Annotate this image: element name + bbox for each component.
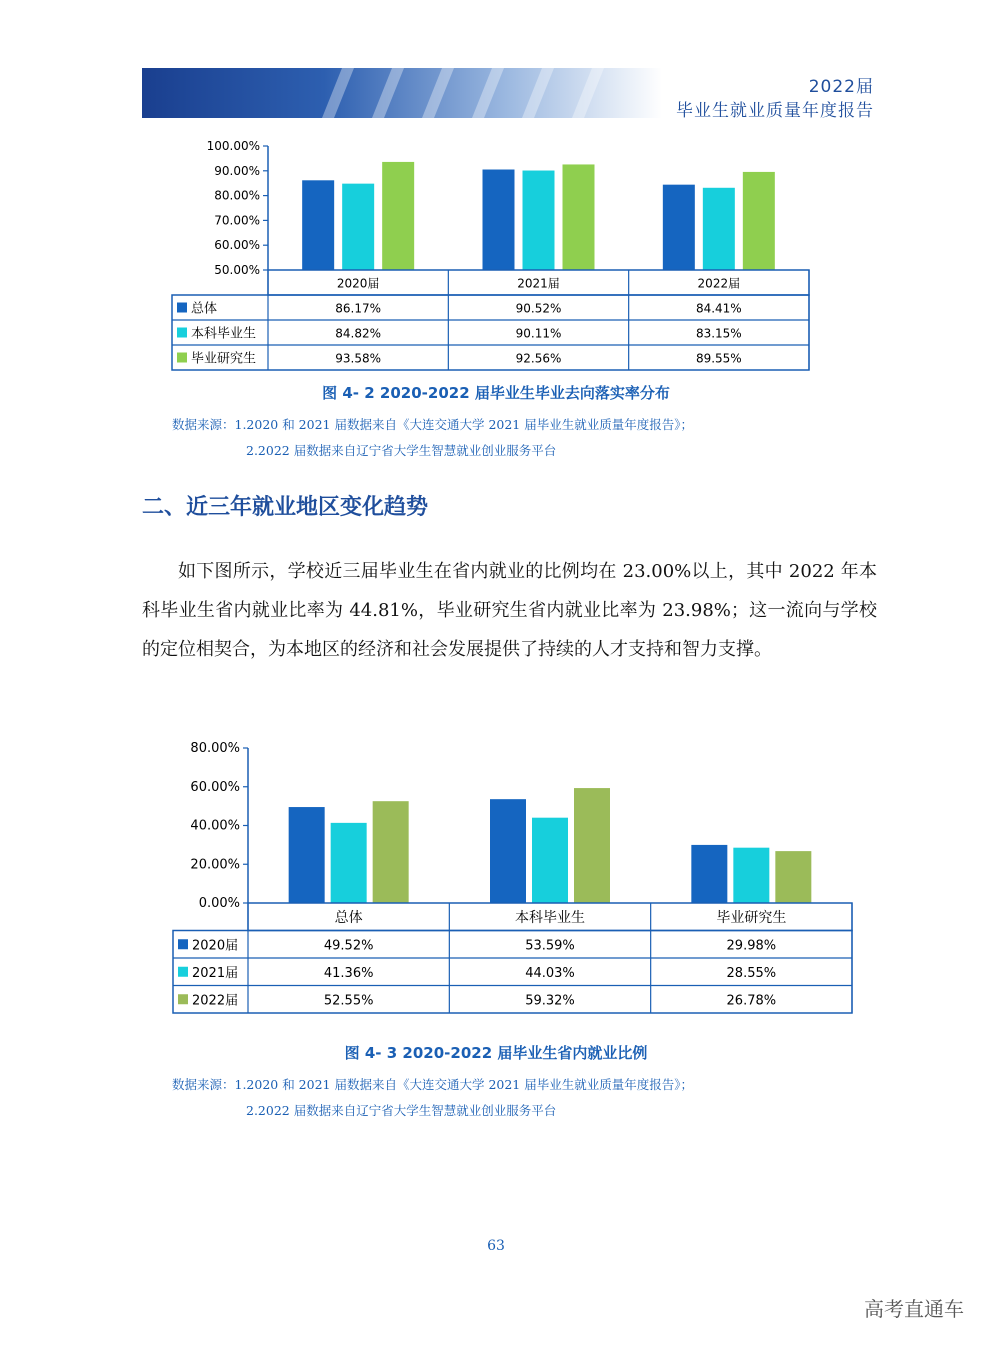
category-label: 2021届 xyxy=(517,276,560,291)
y-tick-label: 60.00% xyxy=(190,779,240,795)
legend-label-2: 毕业研究生 xyxy=(191,351,257,367)
data-label: 26.78% xyxy=(726,993,777,1009)
legend-label-1: 本科毕业生 xyxy=(191,326,257,342)
category-label: 本科毕业生 xyxy=(515,909,585,926)
data-label: 90.52% xyxy=(515,301,562,316)
report-year-title: 2022届 xyxy=(808,77,874,97)
bar-1-0 xyxy=(483,170,515,270)
bar-0-0 xyxy=(289,807,325,903)
data-label: 86.17% xyxy=(335,301,382,316)
category-label: 总体 xyxy=(334,909,363,926)
section-heading: 二、近三年就业地区变化趋势 xyxy=(142,495,429,520)
report-title: 毕业生就业质量年度报告 xyxy=(676,101,874,121)
data-label: 41.36% xyxy=(323,965,374,981)
category-label: 2022届 xyxy=(697,276,741,291)
category-label: 2020届 xyxy=(336,276,380,291)
y-tick-label: 80.00% xyxy=(214,188,260,203)
y-tick-label: 20.00% xyxy=(190,857,240,873)
y-tick-label: 60.00% xyxy=(214,238,260,253)
data-label: 44.03% xyxy=(525,965,575,981)
bar-1-1 xyxy=(532,818,568,903)
legend-swatch-0 xyxy=(178,939,188,949)
legend-label-0: 2020届 xyxy=(192,938,239,954)
bar-2-2 xyxy=(743,172,775,270)
y-tick-label: 40.00% xyxy=(190,818,240,834)
header-banner xyxy=(142,68,662,118)
figure-4-2-source-line2: 2.2022 届数据来自辽宁省大学生智慧就业创业服务平台 xyxy=(246,443,557,458)
legend-swatch-2 xyxy=(177,353,187,363)
y-tick-label: 100.00% xyxy=(206,139,260,153)
bar-1-0 xyxy=(490,799,526,903)
y-tick-label: 0.00% xyxy=(198,896,240,911)
bar-0-0 xyxy=(302,180,334,270)
legend-label-1: 2021届 xyxy=(192,965,239,981)
bar-0-1 xyxy=(342,184,374,270)
figure-4-2-caption: 图 4- 2 2020-2022 届毕业生毕业去向落实率分布 xyxy=(322,384,670,402)
data-label: 90.11% xyxy=(515,326,562,341)
legend-swatch-1 xyxy=(178,967,188,977)
data-label: 28.55% xyxy=(726,965,777,981)
legend-swatch-2 xyxy=(178,994,188,1004)
data-label: 53.59% xyxy=(525,938,575,954)
data-label: 84.82% xyxy=(335,326,382,341)
data-label: 52.55% xyxy=(323,993,374,1009)
legend-swatch-1 xyxy=(177,328,187,338)
data-label: 49.52% xyxy=(323,938,374,954)
data-label: 29.98% xyxy=(726,938,777,954)
data-label: 84.41% xyxy=(695,301,742,316)
body-paragraph: 如下图所示，学校近三届毕业生在省内就业的比例均在 23.00%以上，其中 2022 年本科毕业生省内就业比率为 44.81%，毕业研究生省内就业比率为 23.98%；这一流向与学校的定位相契合，为本地区的经济和社会发展提供了持续的人才支持和智力支撑。 xyxy=(142,561,877,660)
legend-label-2: 2022届 xyxy=(192,993,239,1009)
data-label: 93.58% xyxy=(335,351,382,366)
bar-0-2 xyxy=(373,801,409,903)
y-tick-label: 70.00% xyxy=(214,213,260,228)
data-label: 83.15% xyxy=(695,326,742,341)
bar-1-2 xyxy=(574,788,610,903)
bar-2-0 xyxy=(691,845,727,903)
data-label: 92.56% xyxy=(515,351,562,366)
y-tick-label: 90.00% xyxy=(214,163,260,178)
figure-4-3-chart xyxy=(0,732,992,1022)
figure-4-2-source-line1: 数据来源：1.2020 和 2021 届数据来自《大连交通大学 2021 届毕业生就业质量年度报告》； xyxy=(172,417,693,432)
legend-swatch-0 xyxy=(177,303,187,313)
bar-2-2 xyxy=(775,851,811,903)
data-label: 59.32% xyxy=(525,993,575,1009)
figure-4-2-chart xyxy=(0,130,992,375)
bar-0-1 xyxy=(331,823,367,903)
data-label: 89.55% xyxy=(695,351,742,366)
figure-4-3-source-line1: 数据来源：1.2020 和 2021 届数据来自《大连交通大学 2021 届毕业生就业质量年度报告》； xyxy=(172,1077,693,1092)
y-tick-label: 80.00% xyxy=(190,741,240,756)
legend-label-0: 总体 xyxy=(191,301,218,317)
bar-0-2 xyxy=(382,162,414,270)
figure-4-3-source-line2: 2.2022 届数据来自辽宁省大学生智慧就业创业服务平台 xyxy=(246,1103,557,1118)
bar-2-1 xyxy=(733,848,769,903)
bar-1-1 xyxy=(523,171,555,270)
figure-4-3-caption: 图 4- 3 2020-2022 届毕业生省内就业比例 xyxy=(344,1044,648,1062)
bar-2-0 xyxy=(663,185,695,270)
bar-1-2 xyxy=(563,164,595,270)
category-label: 毕业研究生 xyxy=(716,909,787,926)
bar-2-1 xyxy=(703,188,735,270)
page-number: 63 xyxy=(487,1238,505,1254)
y-tick-label: 50.00% xyxy=(214,263,260,277)
watermark: 高考直通车 xyxy=(864,1297,964,1321)
